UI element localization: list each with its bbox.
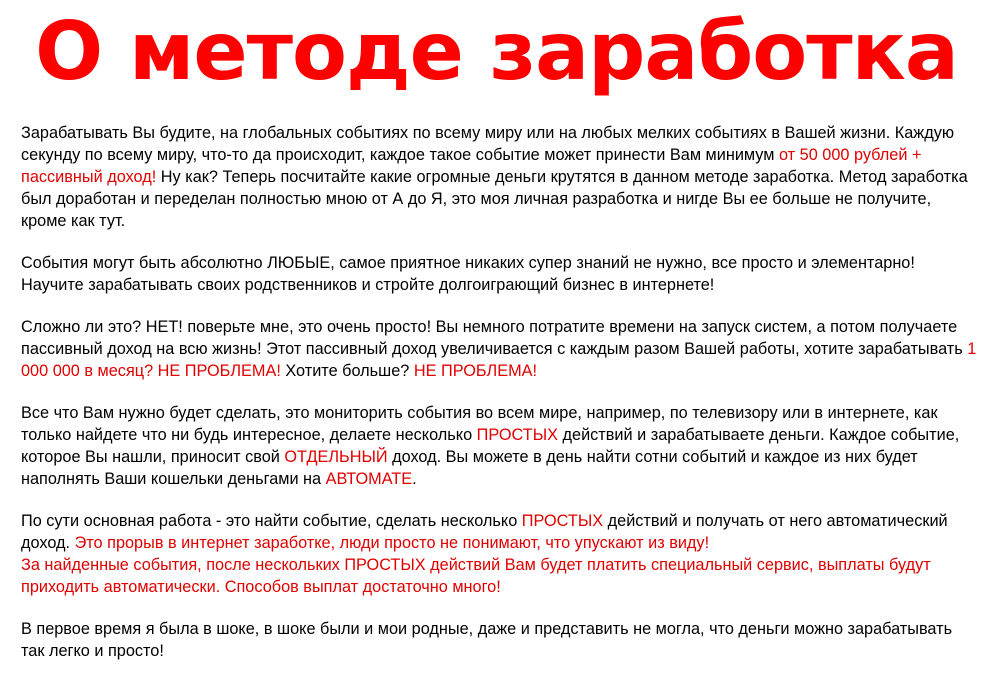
paragraph-intro-text-b: Ну как? Теперь посчитайте какие огромные деньги крутятся в данном методе заработка. Метод заработка был доработан и переделан полностью мною от А до Я, это моя личная разработка и нигде Вы ее больше не получите, кроме как тут. [21,168,968,230]
highlight-breakthrough: Это прорыв в интернет заработке, люди просто не понимают, что упускают из виду! [74,534,710,552]
paragraph-monitoring [21,402,979,490]
paragraph-main-work [21,510,979,598]
highlight-separate: ОТДЕЛЬНЫЙ [284,448,388,466]
highlight-income: от 50 000 рублей + пассивный доход! [21,146,922,186]
paragraph-difficulty-text-a: Сложно ли это? НЕТ! поверьте мне, это очень просто! Вы немного потратите времени на запуск систем, а потом получаете пассивный доход на всю жизнь! Этот пассивный доход увеличивается с каждым разом Вашей работы, хотите зарабатывать [21,318,968,358]
paragraph-monitoring-text-c: доход. Вы можете в день найти сотни событий и каждое из них будет наполнять Ваши кошельки деньгами на [21,448,918,488]
highlight-payments: За найденные события, после нескольких ПРОСТЫХ действий Вам будет платить специальный сервис, выплаты будут приходить автоматически. Способов выплат достаточно много! [21,556,931,596]
paragraph-shock [21,618,979,662]
paragraph-difficulty-text-b: Хотите больше? [280,362,414,380]
highlight-no-problem: НЕ ПРОБЛЕМА! [413,362,538,380]
paragraph-intro-text-a: Зарабатывать Вы будите, на глобальных событиях по всему миру или на любых мелких событиях в Вашей жизни. Каждую секунду по всему миру, что-то да происходит, каждое такое событие может принести Вам минимум [21,124,955,164]
paragraph-shock-text: В первое время я была в шоке, в шоке были и мои родные, даже и представить не могла, что деньги можно зарабатывать так легко и просто! [21,620,953,660]
highlight-million: 1 000 000 в месяц? НЕ ПРОБЛЕМА! [21,340,977,380]
paragraph-any-events-text: События могут быть абсолютно ЛЮБЫЕ, самое приятное никаких супер знаний не нужно, все просто и элементарно! Научите зарабатывать своих родственников и стройте долгоиграющий бизнес в интернете! [21,254,915,294]
paragraph-difficulty [21,316,979,382]
highlight-simple-2: ПРОСТЫХ [521,512,604,530]
paragraph-any-events [21,252,979,296]
highlight-simple: ПРОСТЫХ [476,426,558,444]
paragraph-main-work-text-a: По сути основная работа - это найти событие, сделать несколько [21,512,522,530]
paragraph-monitoring-text-d: . [412,470,417,488]
highlight-automatic: АВТОМАТЕ [325,470,413,488]
paragraph-intro [21,122,979,232]
paragraph-monitoring-text-a: Все что Вам нужно будет сделать, это мониторить события во всем мире, например, по телевизору или в интернете, как только найдете что ни будь интересное, делаете несколько [21,404,938,444]
paragraph-main-work-text-b: действий и получать от него автоматический доход. [21,512,948,552]
page-title: О методе заработка [35,5,958,98]
article-body [21,122,979,682]
paragraph-monitoring-text-b: действий и зарабатываете деньги. Каждое событие, которое Вы нашли, приносит свой [21,426,960,466]
